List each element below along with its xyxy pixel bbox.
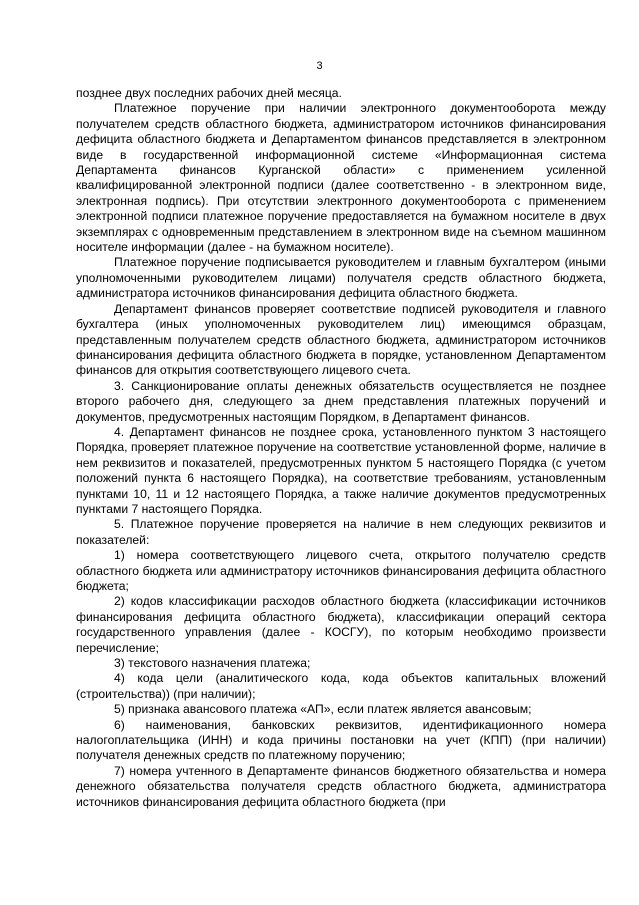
paragraph: 6) наименования, банковских реквизитов, идентификационного номера налогоплательщика (ИНН) и кода причины постановки на учет (КПП) (при наличии) получателя денежных средств по платежному поручению; bbox=[76, 717, 606, 763]
paragraph: Платежное поручение подписывается руководителем и главным бухгалтером (иными уполномоченными руководителем лицами) получателя средств областного бюджета, администратора источников финансирования дефицита областного бюджета. bbox=[76, 255, 606, 301]
paragraph: 2) кодов классификации расходов областного бюджета (классификации источников финансирования дефицита областного бюджета), классификации операций сектора государственного управления (далее - КОСГУ), по которым необходимо произвести перечисление; bbox=[76, 594, 606, 655]
paragraph: Департамент финансов проверяет соответствие подписей руководителя и главного бухгалтера (иных уполномоченных руководителем лиц) имеющимся образцам, представленным получателем средств областного бюджета, администратором источников финансирования дефицита областного бюджета в порядке, установленном Департаментом финансов для открытия соответствующего лицевого счета. bbox=[76, 301, 606, 378]
document-body bbox=[76, 86, 606, 810]
paragraph: 4) кода цели (аналитического кода, кода объектов капитальных вложений (строительства)) (при наличии); bbox=[76, 671, 606, 701]
paragraph: Платежное поручение при наличии электронного документооборота между получателем средств областного бюджета, администратором источников финансирования дефицита областного бюджета и Департаментом финансов представляется в электронном виде в государственной информационной системе «Информационная система Департамента финансов Курганской области» с применением усиленной квалифицированной электронной подписи (далее соответственно - в электронном виде, электронная подпись). При отсутствии электронного документооборота с применением электронной подписи платежное поручение предоставляется на бумажном носителе в двух экземплярах с одновременным представлением в электронном виде на съемном машинном носителе информации (далее - на бумажном носителе). bbox=[76, 101, 606, 255]
paragraph: 5. Платежное поручение проверяется на наличие в нем следующих реквизитов и показателей: bbox=[76, 517, 606, 547]
paragraph: 1) номера соответствующего лицевого счета, открытого получателю средств областного бюджета или администратору источников финансирования дефицита областного бюджета; bbox=[76, 548, 606, 593]
paragraph: 5) признака авансового платежа «АП», если платеж является авансовым; bbox=[114, 702, 532, 717]
paragraph: 4. Департамент финансов не позднее срока, установленного пунктом 3 настоящего Порядка, проверяет платежное поручение на соответствие установленной форме, наличие в нем реквизитов и показателей, предусмотренных пунктом 5 настоящего Порядка (с учетом положений пункта 6 настоящего Порядка), на соответствие требованиям, установленным пунктами 10, 11 и 12 настоящего Порядка, а также наличие документов предусмотренных пунктами 7 настоящего Порядка. bbox=[76, 424, 606, 516]
paragraph: 3) текстового назначения платежа; bbox=[114, 656, 311, 671]
paragraph: 7) номера учтенного в Департаменте финансов бюджетного обязательства и номера денежного обязательства получателя средств областного бюджета, администратора источников финансирования дефицита областного бюджета (при bbox=[76, 763, 606, 809]
paragraph: 3. Санкционирование оплаты денежных обязательств осуществляется не позднее второго рабочего дня, следующего за днем представления платежных поручений и документов, предусмотренных настоящим Порядком, в Департамент финансов. bbox=[76, 378, 606, 424]
paragraph: позднее двух последних рабочих дней месяца. bbox=[76, 86, 342, 100]
page-number: 3 bbox=[316, 60, 323, 72]
